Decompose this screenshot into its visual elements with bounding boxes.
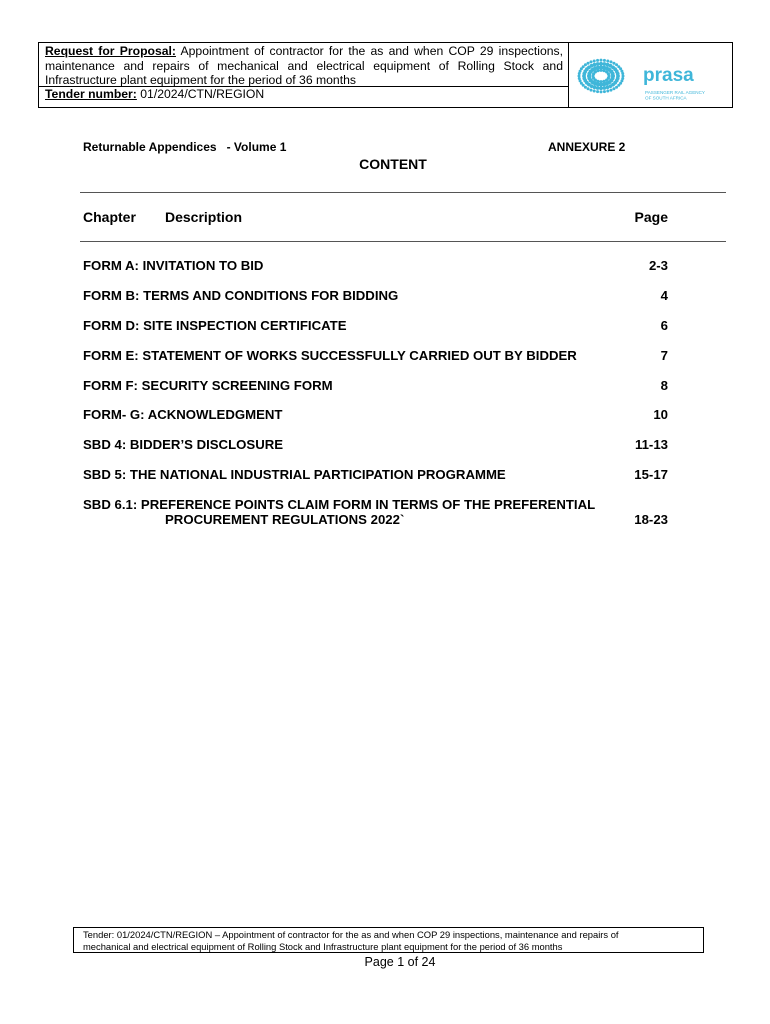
tender-value: 01/2024/CTN/REGION (136, 87, 265, 101)
logo-dot (612, 62, 615, 65)
logo-dot (606, 90, 609, 93)
logo-dot (616, 72, 620, 76)
logo-dot (600, 59, 603, 62)
logo-dot (596, 90, 599, 93)
logo-dot (584, 63, 587, 66)
logo-dot (602, 62, 606, 66)
logo-dot (596, 69, 599, 72)
logo-dot (596, 62, 600, 66)
logo-dot (590, 89, 593, 92)
toc-entry-page: 2-3 (648, 258, 668, 273)
column-header-chapter: Chapter (83, 209, 136, 225)
logo-dot (603, 90, 606, 93)
toc-entry-page: 18-23 (634, 512, 668, 527)
footer-line-1: Tender: 01/2024/CTN/REGION – Appointment of contractor for the as and when COP 29 inspections, maintenance and repairs of (83, 929, 619, 940)
logo-dot (593, 90, 596, 93)
logo-dot (587, 87, 590, 90)
logo-dot (603, 59, 606, 62)
tender-number (45, 87, 264, 102)
annexure-label: ANNEXURE 2 (548, 140, 626, 154)
rfp-label: Request for Proposal: (45, 44, 176, 58)
toc-entry-page: 15-17 (634, 467, 668, 482)
toc-entry-title: FORM- G: ACKNOWLEDGMENT (83, 407, 283, 422)
document-header (38, 42, 733, 108)
logo-dot (607, 72, 610, 75)
logo-dot (621, 72, 624, 75)
footer-text (83, 929, 698, 953)
toc-entry-title: SBD 6.1: PREFERENCE POINTS CLAIM FORM IN TERMS OF THE PREFERENTIAL (83, 497, 596, 512)
logo-dot (593, 63, 597, 67)
page-footer (73, 927, 704, 953)
toc-entry-page: 11-13 (634, 437, 668, 452)
logo-dot (611, 72, 615, 76)
logo-tagline-1: PASSENGER RAIL AGENCY (645, 90, 705, 95)
logo-dot (602, 80, 605, 83)
prasa-logo-icon (575, 47, 730, 105)
logo-dot (590, 60, 593, 63)
toc-entry-title-continued: PROCUREMENT REGULATIONS 2022` (165, 512, 405, 527)
logo-dot (612, 87, 615, 90)
logo-dot (606, 85, 610, 89)
logo-dot (596, 59, 599, 62)
content-title: CONTENT (359, 156, 427, 172)
logo-dot (602, 86, 606, 90)
footer-line-2: mechanical and electrical equipment of Rolling Stock and Infrastructure plant equipment for the period of 36 months (83, 941, 563, 952)
toc-entry-title: FORM B: TERMS AND CONDITIONS FOR BIDDING (83, 288, 399, 303)
rfp-description (45, 44, 563, 88)
logo-dot (596, 86, 600, 90)
returnable-appendices-label: Returnable Appendices - Volume 1 (83, 140, 287, 154)
toc-entry-title: SBD 5: THE NATIONAL INDUSTRIAL PARTICIPATION PROGRAMME (83, 467, 506, 482)
toc-entry-title: FORM E: STATEMENT OF WORKS SUCCESSFULLY CARRIED OUT BY BIDDER (83, 348, 577, 363)
logo-dot (593, 59, 596, 62)
toc-entry-page: 7 (660, 348, 668, 363)
header-text-cell (39, 43, 569, 107)
toc-entry-page: 10 (653, 407, 668, 422)
logo-tagline-2: OF SOUTH AFRICA (645, 95, 687, 101)
logo-dot (609, 89, 612, 92)
logo-dot (599, 86, 603, 90)
logo-dot (599, 69, 602, 72)
column-header-page: Page (634, 209, 668, 225)
toc-entry-title: SBD 4: BIDDER’S DISCLOSURE (83, 437, 284, 452)
top-rule (80, 192, 726, 193)
toc-entry-title: FORM D: SITE INSPECTION CERTIFICATE (83, 318, 347, 333)
header-rule (80, 241, 726, 242)
toc-entry-title: FORM A: INVITATION TO BID (83, 258, 264, 273)
toc-entry-page: 8 (660, 378, 668, 393)
logo-dot (599, 80, 602, 83)
page-number: Page 1 of 24 (364, 955, 436, 969)
logo-dot (587, 62, 590, 65)
toc-entry-page: 6 (660, 318, 668, 333)
logo-dot (609, 60, 612, 63)
column-header-description: Description (165, 209, 243, 225)
rfp-text: Appointment of contractor for the as and when COP 29 inspections, maintenance and repairs of mechanical and electrical equipment of Rolling Stock and Infrastructure plant equipment for the period of 36 months (45, 44, 563, 87)
logo-dot (606, 59, 609, 62)
logo-dot (599, 62, 603, 66)
tender-label: Tender number: (45, 87, 137, 101)
logo-wordmark: prasa (643, 65, 694, 86)
logo-dot (600, 90, 603, 93)
toc-entry-page: 4 (660, 288, 668, 303)
toc-entry-title: FORM F: SECURITY SCREENING FORM (83, 378, 333, 393)
logo-dot (615, 86, 618, 89)
